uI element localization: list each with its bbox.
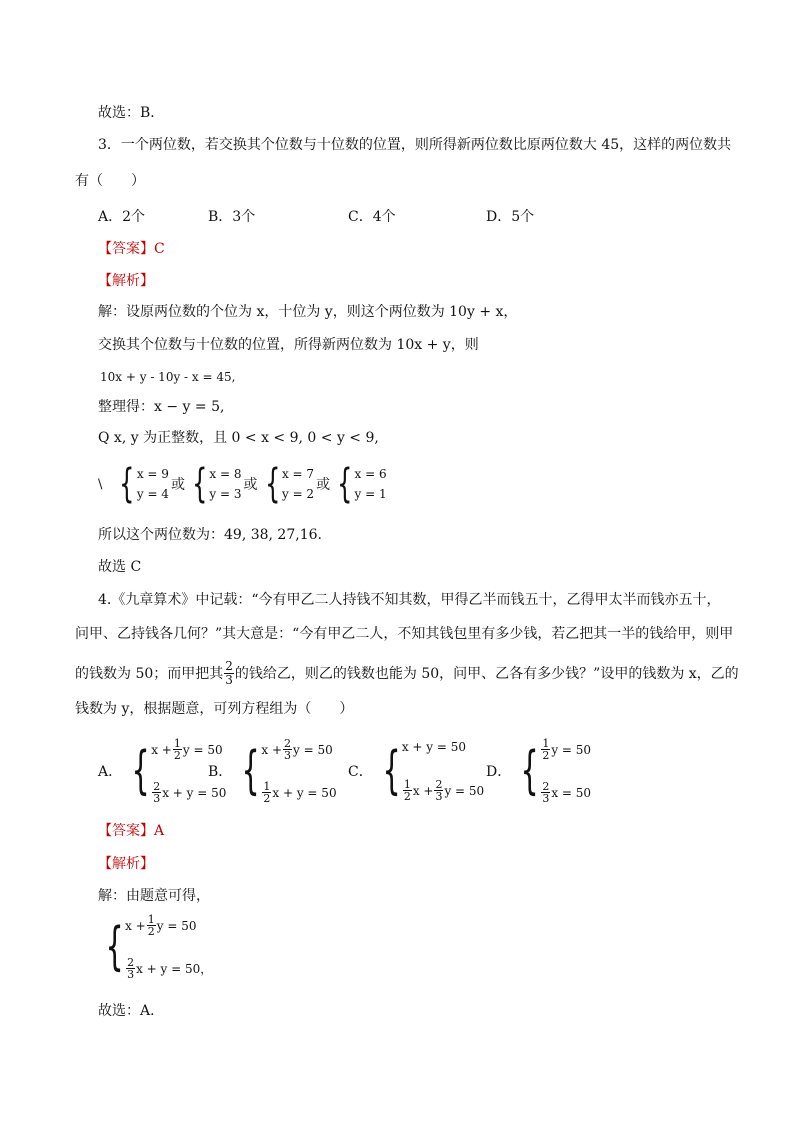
option-a-label: A．	[98, 764, 123, 780]
q4-analysis-label: 【解析】	[98, 856, 154, 872]
q3-conclusion: 故选 C	[98, 559, 142, 575]
or-word: 或	[316, 477, 331, 493]
left-brace-icon: {	[241, 741, 260, 801]
q4-stem-line4: 钱数为 y，根据题意，可列方程组为（ ）	[75, 701, 354, 717]
pair-2-y: y = 3	[209, 487, 242, 501]
q4-stem-line3	[75, 660, 739, 687]
term: x +	[151, 742, 172, 757]
q4-stem-line3-start: 的钱数为 50；而甲把其	[75, 665, 224, 682]
term: y = 50	[551, 742, 592, 757]
system-pair-2	[209, 467, 241, 501]
pair-3-x: x = 7	[281, 467, 315, 481]
option-d-label: D．	[486, 764, 512, 780]
q4-option-d	[486, 738, 591, 804]
left-brace-icon: {	[520, 741, 539, 801]
q3-option-a: A．2个	[98, 209, 146, 225]
term: x + y = 50	[272, 785, 337, 800]
left-brace-icon: {	[192, 461, 208, 507]
q3-solution-result: 所以这个两位数为：49, 38, 27,16.	[98, 527, 322, 543]
q3-option-b: B．3个	[208, 209, 256, 225]
option-c-label: C．	[348, 764, 373, 780]
q3-solution-simplified: 整理得：x − y = 5,	[98, 399, 225, 415]
previous-answer-conclusion: 故选：B．	[98, 105, 165, 121]
q3-stem-line1: 3．一个两位数，若交换其个位数与十位数的位置，则所得新两位数比原两位数大 45，这样的两位数共	[98, 137, 732, 153]
pair-1-y: y = 4	[136, 487, 169, 501]
term: x + y = 50	[136, 961, 201, 976]
therefore-symbol: \	[98, 476, 103, 492]
pair-3-y: y = 2	[281, 487, 315, 501]
q3-solution-equation: 10x + y - 10y - x = 45,	[100, 370, 236, 384]
option-b-equations: x + $\frac{2}{3}$ y = 50 $\frac{1}{2}$ x + y = 50	[261, 737, 337, 805]
option-b-label: B．	[208, 764, 233, 780]
option-d-equations: $\frac{1}{2}$ y = 50 $\frac{2}{3}$ x = 50	[542, 737, 592, 805]
solution-equations: x + $\frac{1}{2}$ y = 50 $\frac{2}{3}$ x + y = 50 ，	[125, 913, 213, 981]
left-brace-icon: {	[382, 741, 401, 801]
system-pair-3	[282, 467, 314, 501]
q3-analysis-label: 【解析】	[98, 273, 154, 289]
option-c-equations: x + y = 50 $\frac{1}{2}$ x + $\frac{2}{3}$ y = 50	[401, 740, 485, 803]
q4-solution-system	[98, 914, 212, 980]
term: y = 50	[293, 742, 333, 757]
q3-solution-line2: 交换其个位数与十位数的位置，所得新两位数为 10x + y，则	[98, 337, 479, 353]
q3-option-c: C．4个	[348, 209, 396, 225]
q3-solution-systems	[98, 461, 387, 507]
fraction-two-thirds: $\frac{2}{3}$	[225, 659, 233, 687]
left-brace-icon: {	[131, 741, 150, 801]
pair-4-x: x = 6	[354, 467, 387, 481]
term: x + y = 50	[162, 785, 227, 800]
term: y = 50	[444, 783, 485, 798]
comma: ，	[200, 962, 213, 976]
pair-2-x: x = 8	[209, 467, 242, 481]
q3-stem-line2: 有（ ）	[75, 173, 145, 189]
q4-answer-label: 【答案】A	[98, 823, 165, 839]
term: x +	[125, 918, 146, 933]
q4-stem-line3-end: 的钱给乙，则乙的钱数也能为 50，问甲、乙各有多少钱？”设甲的钱数为 x，乙的	[234, 665, 739, 682]
q3-solution-line1: 解：设原两位数的个位为 x，十位为 y，则这个两位数为 10y + x，	[98, 304, 518, 320]
system-pair-1	[137, 467, 169, 501]
or-word: 或	[170, 477, 185, 493]
term: x = 50	[551, 785, 592, 800]
q4-solution-line1: 解：由题意可得，	[98, 888, 210, 904]
or-word: 或	[243, 477, 258, 493]
pair-1-x: x = 9	[136, 467, 169, 481]
term: x + y = 50	[401, 740, 466, 754]
term: x +	[261, 742, 283, 757]
q4-stem-line1: 4.《九章算术》中记载：“今有甲乙二人持钱不知其数，甲得乙半而钱五十，乙得甲太半而钱亦五十，	[98, 592, 721, 608]
left-brace-icon: {	[337, 461, 353, 507]
q4-conclusion: 故选：A．	[98, 1003, 165, 1019]
left-brace-icon: {	[264, 461, 280, 507]
left-brace-icon: {	[119, 461, 135, 507]
pair-4-y: y = 1	[354, 487, 387, 501]
q4-stem-line2: 问甲、乙持钱各几何？”其大意是：“今有甲乙二人，不知其钱包里有多少钱，若乙把其一半的钱给甲，则甲	[75, 626, 734, 642]
q3-answer-label: 【答案】C	[98, 241, 165, 257]
system-pair-4	[355, 467, 387, 501]
term: y = 50	[156, 918, 197, 933]
q4-option-b	[208, 738, 337, 804]
option-a-equations: x + $\frac{1}{2}$ y = 50 $\frac{2}{3}$ x + y = 50	[151, 737, 227, 805]
q4-option-c	[348, 738, 484, 804]
left-brace-icon: {	[105, 917, 124, 977]
term: x +	[412, 783, 434, 798]
q3-option-d: D．5个	[486, 209, 535, 225]
q3-solution-condition: Q x, y 为正整数，且 0 < x < 9, 0 < y < 9,	[98, 430, 379, 446]
term: y = 50	[182, 742, 223, 757]
